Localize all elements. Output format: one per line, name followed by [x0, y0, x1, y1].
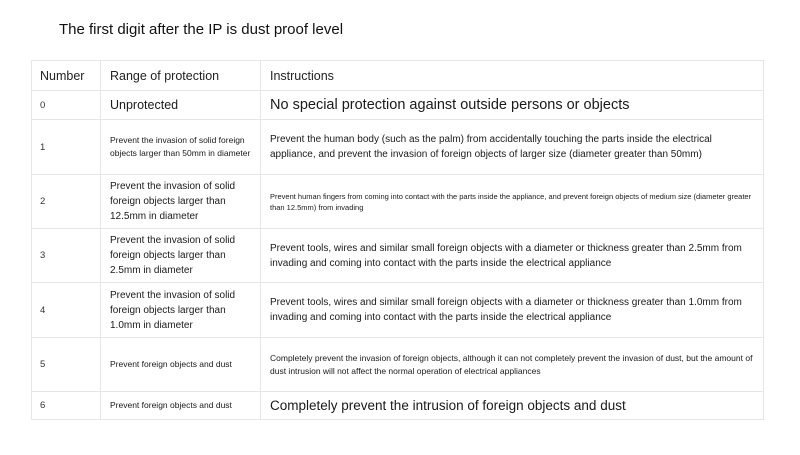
row-instructions: Prevent tools, wires and similar small foreign objects with a diameter or thickness greater than 1.0mm from invading and coming into contact with the parts inside the electrical appliance — [261, 283, 764, 338]
row-range: Unprotected — [101, 91, 261, 120]
row-instructions: Completely prevent the invasion of foreign objects, although it can not completely prevent the invasion of dust, but the amount of dust intrusion will not affect the normal operation of electrical appliances — [261, 338, 764, 392]
table-row — [32, 175, 764, 229]
row-number: 2 — [32, 175, 101, 229]
table-header-row — [32, 61, 764, 91]
row-range: Prevent the invasion of solid foreign objects larger than 2.5mm in diameter — [101, 229, 261, 283]
row-instructions: No special protection against outside persons or objects — [261, 91, 764, 120]
row-range: Prevent the invasion of solid foreign objects larger than 50mm in diameter — [101, 120, 261, 175]
table-row — [32, 392, 764, 420]
table-row — [32, 229, 764, 283]
table-row — [32, 120, 764, 175]
row-range: Prevent foreign objects and dust — [101, 338, 261, 392]
row-number: 6 — [32, 392, 101, 420]
row-number: 1 — [32, 120, 101, 175]
row-instructions: Completely prevent the intrusion of foreign objects and dust — [261, 392, 764, 420]
row-instructions: Prevent the human body (such as the palm) from accidentally touching the parts inside the electrical appliance, and prevent the invasion of foreign objects of larger size (diameter greater than 50mm) — [261, 120, 764, 175]
row-number: 4 — [32, 283, 101, 338]
row-range: Prevent the invasion of solid foreign objects larger than 1.0mm in diameter — [101, 283, 261, 338]
row-number: 5 — [32, 338, 101, 392]
row-range: Prevent foreign objects and dust — [101, 392, 261, 420]
row-range: Prevent the invasion of solid foreign objects larger than 12.5mm in diameter — [101, 175, 261, 229]
table-row — [32, 283, 764, 338]
row-number: 3 — [32, 229, 101, 283]
row-number: 0 — [32, 91, 101, 120]
ip-dust-protection-table — [31, 60, 764, 420]
table-row — [32, 338, 764, 392]
page-title: The first digit after the IP is dust proof level — [59, 21, 344, 38]
header-range-of-protection: Range of protection — [101, 61, 261, 91]
row-instructions: Prevent tools, wires and similar small foreign objects with a diameter or thickness greater than 2.5mm from invading and coming into contact with the parts inside the electrical appliance — [261, 229, 764, 283]
row-instructions: Prevent human fingers from coming into contact with the parts inside the appliance, and prevent foreign objects of medium size (diameter greater than 12.5mm) from invading — [261, 175, 764, 229]
table-row — [32, 91, 764, 120]
header-instructions: Instructions — [261, 61, 764, 91]
header-number: Number — [32, 61, 101, 91]
